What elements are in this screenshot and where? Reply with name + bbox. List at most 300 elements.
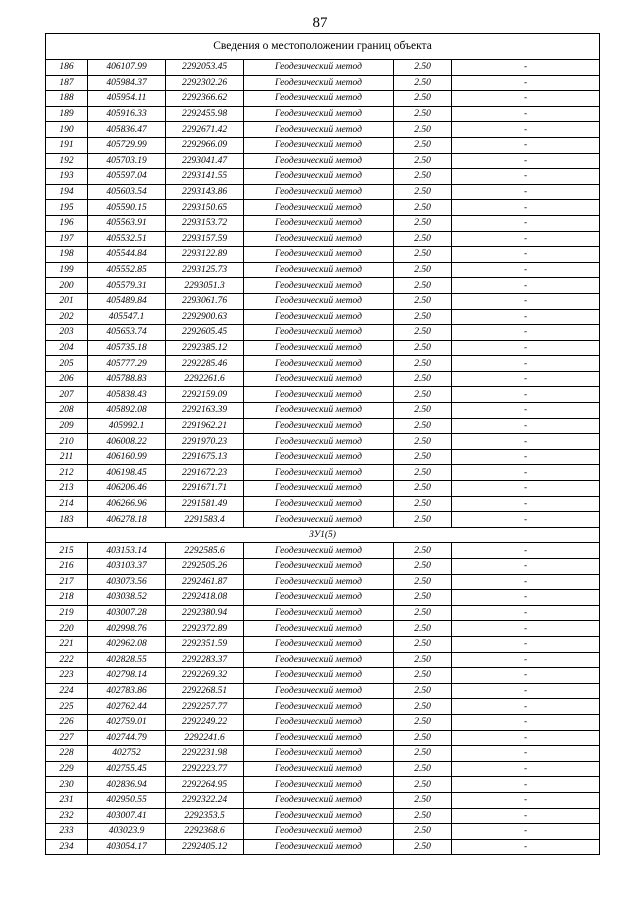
point-number-cell: 231 (46, 792, 88, 808)
point-number-cell: 188 (46, 91, 88, 107)
coord-x-cell: 402783.86 (88, 683, 166, 699)
point-number-cell: 209 (46, 418, 88, 434)
point-number-cell: 214 (46, 496, 88, 512)
precision-cell: 2.50 (394, 621, 452, 637)
point-number-cell: 183 (46, 512, 88, 528)
point-number-cell: 191 (46, 137, 88, 153)
note-cell: - (452, 75, 600, 91)
precision-cell: 2.50 (394, 652, 452, 668)
table-row (46, 683, 600, 699)
precision-cell: 2.50 (394, 590, 452, 606)
note-cell: - (452, 309, 600, 325)
precision-cell: 2.50 (394, 91, 452, 107)
precision-cell: 2.50 (394, 75, 452, 91)
table-row (46, 465, 600, 481)
note-cell: - (452, 512, 600, 528)
method-cell: Геодезический метод (244, 465, 394, 481)
point-number-cell: 189 (46, 106, 88, 122)
coord-y-cell: 2292269.32 (166, 668, 244, 684)
method-cell: Геодезический метод (244, 91, 394, 107)
note-cell: - (452, 137, 600, 153)
point-number-cell: 223 (46, 668, 88, 684)
precision-cell: 2.50 (394, 325, 452, 341)
table-row (46, 122, 600, 138)
precision-cell: 2.50 (394, 559, 452, 575)
page-number: 87 (312, 15, 328, 31)
point-number-cell: 217 (46, 574, 88, 590)
coord-y-cell: 2293125.73 (166, 262, 244, 278)
coord-y-cell: 2293153.72 (166, 215, 244, 231)
coord-x-cell: 405579.31 (88, 278, 166, 294)
coord-x-cell: 405653.74 (88, 325, 166, 341)
table-row (46, 231, 600, 247)
note-cell: - (452, 403, 600, 419)
table-row (46, 340, 600, 356)
table-row (46, 403, 600, 419)
point-number-cell: 194 (46, 184, 88, 200)
table-row (46, 137, 600, 153)
note-cell: - (452, 169, 600, 185)
point-number-cell: 190 (46, 122, 88, 138)
coord-x-cell: 405489.84 (88, 293, 166, 309)
coord-x-cell: 405892.08 (88, 403, 166, 419)
coord-x-cell: 402950.55 (88, 792, 166, 808)
method-cell: Геодезический метод (244, 75, 394, 91)
coord-x-cell: 402744.79 (88, 730, 166, 746)
coord-x-cell: 406160.99 (88, 449, 166, 465)
note-cell: - (452, 231, 600, 247)
table-row (46, 605, 600, 621)
coord-x-cell: 405729.99 (88, 137, 166, 153)
note-cell: - (452, 621, 600, 637)
precision-cell: 2.50 (394, 200, 452, 216)
coord-y-cell: 2291970.23 (166, 434, 244, 450)
point-number-cell: 195 (46, 200, 88, 216)
table-row (46, 730, 600, 746)
method-cell: Геодезический метод (244, 215, 394, 231)
point-number-cell: 202 (46, 309, 88, 325)
coord-y-cell: 2292241.6 (166, 730, 244, 746)
method-cell: Геодезический метод (244, 481, 394, 497)
coord-y-cell: 2293141.55 (166, 169, 244, 185)
note-cell: - (452, 777, 600, 793)
method-cell: Геодезический метод (244, 340, 394, 356)
coord-x-cell: 405603.54 (88, 184, 166, 200)
table-row (46, 449, 600, 465)
coord-y-cell: 2292966.09 (166, 137, 244, 153)
method-cell: Геодезический метод (244, 636, 394, 652)
note-cell: - (452, 247, 600, 263)
precision-cell: 2.50 (394, 714, 452, 730)
coord-y-cell: 2292159.09 (166, 387, 244, 403)
coord-y-cell: 2292353.5 (166, 808, 244, 824)
method-cell: Геодезический метод (244, 543, 394, 559)
section-label: ЗУ1(5) (46, 527, 600, 543)
table-row (46, 512, 600, 528)
point-number-cell: 201 (46, 293, 88, 309)
method-cell: Геодезический метод (244, 824, 394, 840)
note-cell: - (452, 792, 600, 808)
precision-cell: 2.50 (394, 683, 452, 699)
precision-cell: 2.50 (394, 418, 452, 434)
coord-x-cell: 405544.84 (88, 247, 166, 263)
note-cell: - (452, 293, 600, 309)
note-cell: - (452, 215, 600, 231)
note-cell: - (452, 106, 600, 122)
point-number-cell: 232 (46, 808, 88, 824)
table-row (46, 668, 600, 684)
coord-y-cell: 2292461.87 (166, 574, 244, 590)
method-cell: Геодезический метод (244, 574, 394, 590)
method-cell: Геодезический метод (244, 730, 394, 746)
note-cell: - (452, 699, 600, 715)
precision-cell: 2.50 (394, 605, 452, 621)
coord-y-cell: 2292418.08 (166, 590, 244, 606)
coord-y-cell: 2293051.3 (166, 278, 244, 294)
point-number-cell: 210 (46, 434, 88, 450)
precision-cell: 2.50 (394, 231, 452, 247)
table-row (46, 621, 600, 637)
method-cell: Геодезический метод (244, 325, 394, 341)
note-cell: - (452, 590, 600, 606)
table-row (46, 169, 600, 185)
coord-y-cell: 2292322.24 (166, 792, 244, 808)
table-row (46, 792, 600, 808)
precision-cell: 2.50 (394, 60, 452, 76)
precision-cell: 2.50 (394, 839, 452, 855)
table-row (46, 636, 600, 652)
point-number-cell: 225 (46, 699, 88, 715)
note-cell: - (452, 496, 600, 512)
point-number-cell: 228 (46, 746, 88, 762)
coord-x-cell: 406206.46 (88, 481, 166, 497)
table-row (46, 200, 600, 216)
coord-y-cell: 2292351.59 (166, 636, 244, 652)
coord-x-cell: 402755.45 (88, 761, 166, 777)
method-cell: Геодезический метод (244, 792, 394, 808)
coord-x-cell: 402962.08 (88, 636, 166, 652)
precision-cell: 2.50 (394, 465, 452, 481)
table-row (46, 434, 600, 450)
precision-cell: 2.50 (394, 293, 452, 309)
point-number-cell: 234 (46, 839, 88, 855)
note-cell: - (452, 434, 600, 450)
table-row (46, 746, 600, 762)
coord-x-cell: 406266.96 (88, 496, 166, 512)
precision-cell: 2.50 (394, 761, 452, 777)
note-cell: - (452, 746, 600, 762)
coord-y-cell: 2292302.26 (166, 75, 244, 91)
coord-x-cell: 403038.52 (88, 590, 166, 606)
method-cell: Геодезический метод (244, 293, 394, 309)
note-cell: - (452, 668, 600, 684)
coord-y-cell: 2291672.23 (166, 465, 244, 481)
coord-y-cell: 2292283.37 (166, 652, 244, 668)
table-row (46, 839, 600, 855)
precision-cell: 2.50 (394, 278, 452, 294)
table-row (46, 543, 600, 559)
coord-y-cell: 2292455.98 (166, 106, 244, 122)
table-row (46, 106, 600, 122)
note-cell: - (452, 91, 600, 107)
point-number-cell: 203 (46, 325, 88, 341)
coord-x-cell: 403153.14 (88, 543, 166, 559)
method-cell: Геодезический метод (244, 777, 394, 793)
coord-y-cell: 2292053.45 (166, 60, 244, 76)
coordinates-sheet (45, 33, 599, 855)
coord-x-cell: 402798.14 (88, 668, 166, 684)
method-cell: Геодезический метод (244, 746, 394, 762)
coord-y-cell: 2292385.12 (166, 340, 244, 356)
method-cell: Геодезический метод (244, 512, 394, 528)
coord-y-cell: 2292231.98 (166, 746, 244, 762)
table-row (46, 481, 600, 497)
precision-cell: 2.50 (394, 746, 452, 762)
note-cell: - (452, 278, 600, 294)
note-cell: - (452, 636, 600, 652)
coord-y-cell: 2292405.12 (166, 839, 244, 855)
point-number-cell: 197 (46, 231, 88, 247)
boundary-table (45, 33, 600, 855)
method-cell: Геодезический метод (244, 231, 394, 247)
point-number-cell: 213 (46, 481, 88, 497)
coord-y-cell: 2292268.51 (166, 683, 244, 699)
note-cell: - (452, 356, 600, 372)
note-cell: - (452, 325, 600, 341)
table-row (46, 278, 600, 294)
table-row (46, 262, 600, 278)
coord-y-cell: 2292380.94 (166, 605, 244, 621)
note-cell: - (452, 839, 600, 855)
coord-x-cell: 403007.41 (88, 808, 166, 824)
coord-x-cell: 405532.51 (88, 231, 166, 247)
table-row (46, 590, 600, 606)
method-cell: Геодезический метод (244, 683, 394, 699)
coord-x-cell: 402998.76 (88, 621, 166, 637)
method-cell: Геодезический метод (244, 496, 394, 512)
table-row (46, 184, 600, 200)
coord-x-cell: 402759.01 (88, 714, 166, 730)
coord-x-cell: 406278.18 (88, 512, 166, 528)
note-cell: - (452, 184, 600, 200)
precision-cell: 2.50 (394, 449, 452, 465)
coord-y-cell: 2292285.46 (166, 356, 244, 372)
section-row (46, 527, 600, 543)
note-cell: - (452, 761, 600, 777)
coord-x-cell: 406107.99 (88, 60, 166, 76)
point-number-cell: 211 (46, 449, 88, 465)
method-cell: Геодезический метод (244, 184, 394, 200)
coord-y-cell: 2292900.63 (166, 309, 244, 325)
coord-y-cell: 2291671.71 (166, 481, 244, 497)
precision-cell: 2.50 (394, 262, 452, 278)
method-cell: Геодезический метод (244, 449, 394, 465)
method-cell: Геодезический метод (244, 247, 394, 263)
coord-x-cell: 403054.17 (88, 839, 166, 855)
point-number-cell: 196 (46, 215, 88, 231)
point-number-cell: 221 (46, 636, 88, 652)
note-cell: - (452, 418, 600, 434)
note-cell: - (452, 340, 600, 356)
method-cell: Геодезический метод (244, 668, 394, 684)
point-number-cell: 200 (46, 278, 88, 294)
method-cell: Геодезический метод (244, 200, 394, 216)
method-cell: Геодезический метод (244, 371, 394, 387)
point-number-cell: 208 (46, 403, 88, 419)
precision-cell: 2.50 (394, 481, 452, 497)
precision-cell: 2.50 (394, 356, 452, 372)
point-number-cell: 212 (46, 465, 88, 481)
point-number-cell: 186 (46, 60, 88, 76)
precision-cell: 2.50 (394, 106, 452, 122)
point-number-cell: 187 (46, 75, 88, 91)
point-number-cell: 215 (46, 543, 88, 559)
coord-x-cell: 402828.55 (88, 652, 166, 668)
method-cell: Геодезический метод (244, 106, 394, 122)
coord-y-cell: 2293122.89 (166, 247, 244, 263)
point-number-cell: 224 (46, 683, 88, 699)
table-row (46, 75, 600, 91)
precision-cell: 2.50 (394, 247, 452, 263)
table-row (46, 215, 600, 231)
method-cell: Геодезический метод (244, 153, 394, 169)
method-cell: Геодезический метод (244, 278, 394, 294)
note-cell: - (452, 574, 600, 590)
precision-cell: 2.50 (394, 512, 452, 528)
point-number-cell: 230 (46, 777, 88, 793)
coord-y-cell: 2292372.89 (166, 621, 244, 637)
table-row (46, 808, 600, 824)
table-row (46, 60, 600, 76)
coord-x-cell: 403023.9 (88, 824, 166, 840)
precision-cell: 2.50 (394, 169, 452, 185)
precision-cell: 2.50 (394, 808, 452, 824)
table-row (46, 652, 600, 668)
precision-cell: 2.50 (394, 777, 452, 793)
note-cell: - (452, 60, 600, 76)
method-cell: Геодезический метод (244, 605, 394, 621)
note-cell: - (452, 824, 600, 840)
point-number-cell: 198 (46, 247, 88, 263)
coord-x-cell: 405838.43 (88, 387, 166, 403)
coord-y-cell: 2292505.26 (166, 559, 244, 575)
precision-cell: 2.50 (394, 543, 452, 559)
precision-cell: 2.50 (394, 496, 452, 512)
note-cell: - (452, 465, 600, 481)
table-row (46, 418, 600, 434)
method-cell: Геодезический метод (244, 434, 394, 450)
point-number-cell: 193 (46, 169, 88, 185)
point-number-cell: 207 (46, 387, 88, 403)
coord-x-cell: 405735.18 (88, 340, 166, 356)
note-cell: - (452, 200, 600, 216)
table-row (46, 761, 600, 777)
coord-x-cell: 405703.19 (88, 153, 166, 169)
coord-y-cell: 2292585.6 (166, 543, 244, 559)
note-cell: - (452, 387, 600, 403)
table-row (46, 574, 600, 590)
coord-y-cell: 2292223.77 (166, 761, 244, 777)
coord-y-cell: 2291583.4 (166, 512, 244, 528)
point-number-cell: 192 (46, 153, 88, 169)
coord-y-cell: 2292264.95 (166, 777, 244, 793)
precision-cell: 2.50 (394, 574, 452, 590)
precision-cell: 2.50 (394, 184, 452, 200)
method-cell: Геодезический метод (244, 652, 394, 668)
note-cell: - (452, 543, 600, 559)
method-cell: Геодезический метод (244, 262, 394, 278)
coord-y-cell: 2292261.6 (166, 371, 244, 387)
precision-cell: 2.50 (394, 122, 452, 138)
note-cell: - (452, 371, 600, 387)
coord-x-cell: 403073.56 (88, 574, 166, 590)
note-cell: - (452, 730, 600, 746)
method-cell: Геодезический метод (244, 137, 394, 153)
coord-x-cell: 405552.85 (88, 262, 166, 278)
note-cell: - (452, 153, 600, 169)
table-row (46, 293, 600, 309)
method-cell: Геодезический метод (244, 559, 394, 575)
note-cell: - (452, 808, 600, 824)
point-number-cell: 233 (46, 824, 88, 840)
coord-y-cell: 2292605.45 (166, 325, 244, 341)
coord-y-cell: 2293041.47 (166, 153, 244, 169)
precision-cell: 2.50 (394, 215, 452, 231)
coord-x-cell: 405563.91 (88, 215, 166, 231)
method-cell: Геодезический метод (244, 309, 394, 325)
point-number-cell: 216 (46, 559, 88, 575)
note-cell: - (452, 449, 600, 465)
method-cell: Геодезический метод (244, 621, 394, 637)
precision-cell: 2.50 (394, 699, 452, 715)
note-cell: - (452, 683, 600, 699)
coord-x-cell: 405597.04 (88, 169, 166, 185)
point-number-cell: 218 (46, 590, 88, 606)
method-cell: Геодезический метод (244, 699, 394, 715)
point-number-cell: 220 (46, 621, 88, 637)
precision-cell: 2.50 (394, 371, 452, 387)
method-cell: Геодезический метод (244, 356, 394, 372)
precision-cell: 2.50 (394, 153, 452, 169)
coord-y-cell: 2292368.6 (166, 824, 244, 840)
coord-x-cell: 405590.15 (88, 200, 166, 216)
precision-cell: 2.50 (394, 668, 452, 684)
table-row (46, 91, 600, 107)
note-cell: - (452, 652, 600, 668)
note-cell: - (452, 122, 600, 138)
precision-cell: 2.50 (394, 434, 452, 450)
table-row (46, 153, 600, 169)
coord-y-cell: 2292249.22 (166, 714, 244, 730)
coord-x-cell: 402762.44 (88, 699, 166, 715)
table-row (46, 699, 600, 715)
coord-x-cell: 405992.1 (88, 418, 166, 434)
precision-cell: 2.50 (394, 387, 452, 403)
coord-y-cell: 2291675.13 (166, 449, 244, 465)
point-number-cell: 205 (46, 356, 88, 372)
coord-y-cell: 2291962.21 (166, 418, 244, 434)
coord-x-cell: 405954.11 (88, 91, 166, 107)
precision-cell: 2.50 (394, 636, 452, 652)
coord-x-cell: 405547.1 (88, 309, 166, 325)
table-row (46, 714, 600, 730)
coord-y-cell: 2292163.39 (166, 403, 244, 419)
table-row (46, 309, 600, 325)
precision-cell: 2.50 (394, 137, 452, 153)
table-title: Сведения о местоположении границ объекта (46, 34, 600, 60)
table-row (46, 559, 600, 575)
point-number-cell: 226 (46, 714, 88, 730)
